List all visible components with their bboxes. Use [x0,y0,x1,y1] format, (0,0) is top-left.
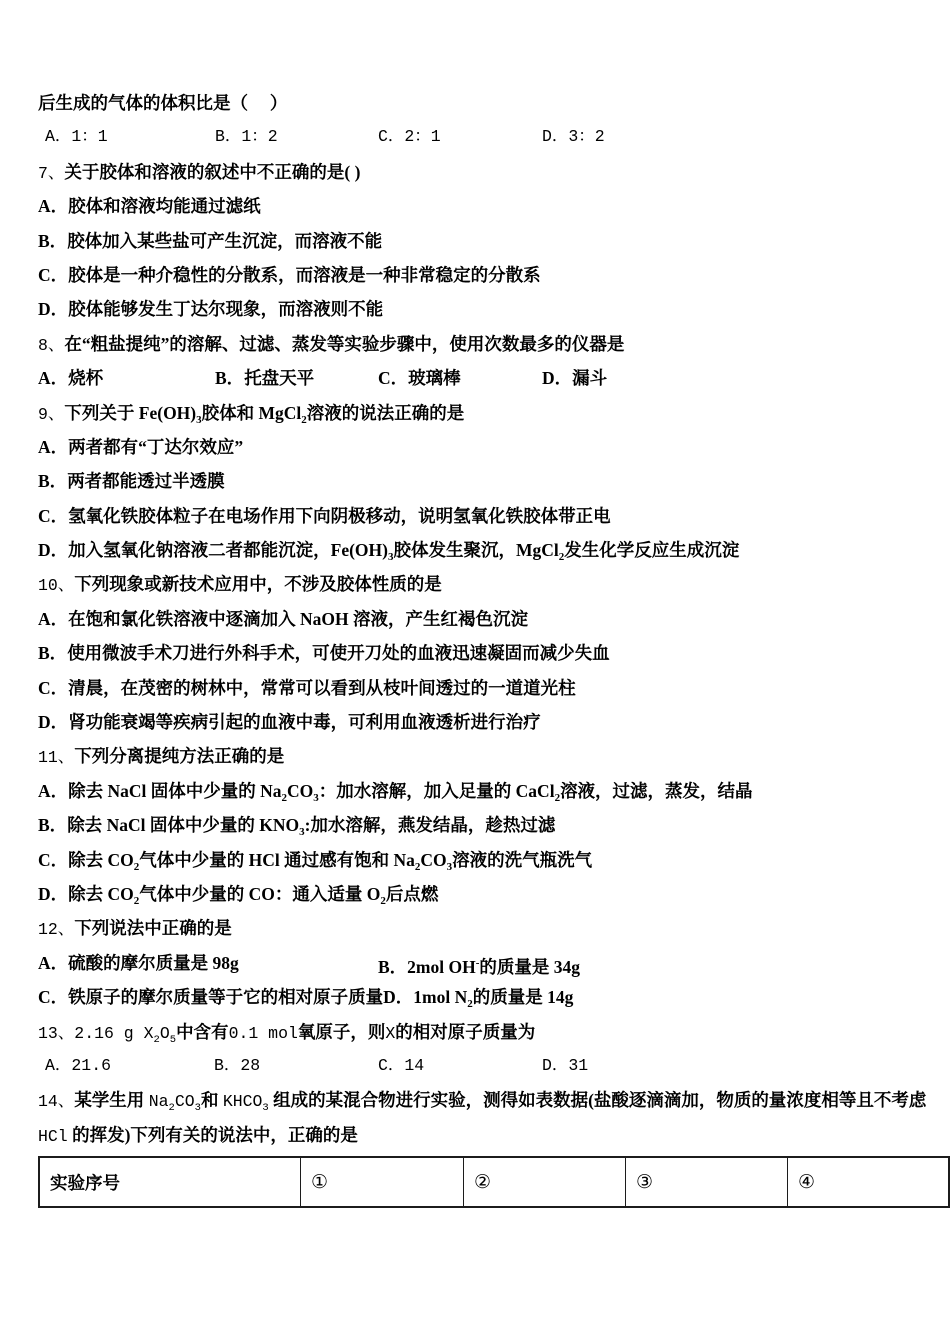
text-line [38,602,912,636]
text-segment: A．1：1 [45,127,108,147]
text-segment: 溶液，过滤，蒸发，结晶 [560,780,753,801]
text-segment: 14、 [38,1092,75,1112]
text-segment: A． [38,780,69,801]
text-line [38,533,912,567]
text-segment: C． [38,849,69,870]
text-segment: B． [38,815,68,836]
text-segment: 2 [467,998,473,1011]
text-segment: Na [148,1092,169,1112]
text-segment: D． [38,540,69,561]
text-line [38,980,912,1014]
text-segment: D．1mol N [383,987,468,1008]
text-segment: 固体中少量的 [145,815,260,836]
text-line [38,258,912,292]
text-segment: 2 [153,1033,160,1046]
text-segment: B． [38,471,68,492]
text-segment: C． [378,368,409,389]
text-segment: 后点燃 [385,883,439,904]
text-segment: C． [38,987,69,1008]
option-item [215,361,314,397]
text-segment: 肾功能衰竭等疾病引起的血液中毒，可利用血液透析进行治疗 [68,712,541,733]
text-segment: 14g [547,987,574,1008]
text-segment: 2 [414,860,421,873]
text-segment: 2 [554,791,561,804]
document-body [38,86,927,1152]
text-segment: 0.1 mol [228,1023,298,1043]
text-line [38,224,912,258]
text-segment: 两者都有“丁达尔效应” [68,436,244,457]
text-segment: 两者都能透过半透膜 [67,471,225,492]
text-segment: 的质量是 [479,956,554,977]
text-segment: 2 [133,860,140,873]
text-line [38,705,912,739]
text-segment: MgCl [258,402,302,423]
text-segment: A． [38,952,69,973]
text-segment: 某学生用 [74,1090,149,1111]
text-line [38,292,912,326]
option-item [378,1049,424,1083]
text-segment: 2 [380,894,386,907]
text-line [38,499,912,533]
option-item [45,1049,111,1083]
text-segment: A． [38,196,69,217]
text-line [38,843,912,877]
text-segment: 5 [169,1033,177,1046]
text-segment: D．31 [542,1055,589,1075]
text-segment: B．1：2 [215,127,278,147]
text-line [38,911,912,945]
text-segment: 11、 [38,748,75,768]
text-segment: 下列分离提纯方法正确的是 [74,746,285,767]
text-segment: D． [38,883,69,904]
text-segment: 98g [212,952,239,973]
text-segment: 3 [196,413,202,426]
text-segment: 加入氢氧化钠溶液二者都能沉淀， [68,540,331,561]
text-segment: 下列现象或新技术应用中，不涉及胶体性质的是 [74,574,442,595]
text-line [38,877,912,911]
text-segment: X [385,1023,396,1043]
text-segment: CO [174,1092,195,1112]
text-segment: 烧杯 [68,368,104,389]
text-segment: ：加水溶解，加入足量的 [318,780,516,801]
table-cell-experiment-3: ③ [626,1157,788,1207]
text-segment: B．28 [214,1055,261,1075]
text-segment: 的相对原子质量为 [395,1021,536,1042]
text-segment: Na [260,780,282,801]
text-line [38,120,912,154]
text-segment: 中含有 [176,1021,229,1042]
text-segment: 氢氧化铁胶体粒子在电场作用下向阴极移动，说明氢氧化铁胶体带正电 [68,505,611,526]
option-item [542,361,607,397]
text-segment: 2 [168,1102,175,1115]
text-segment: 气体中少量的 [139,849,249,870]
text-segment: C．2：1 [378,127,441,147]
text-line [38,189,912,223]
option-item [38,361,103,397]
text-segment: 下列说法中正确的是 [74,918,232,939]
text-segment: 胶体加入某些盐可产生沉淀，而溶液不能 [67,230,383,251]
text-segment: CO [107,849,134,870]
text-segment: 的质量是 [472,987,548,1008]
text-segment: 2 [133,894,140,907]
text-segment: Na [393,849,415,870]
text-segment: 关于胶体和溶液的叙述中不正确的是 [64,161,345,182]
text-segment: CO [420,849,447,870]
text-line [38,396,912,430]
option-item [38,946,239,982]
text-segment: 12、 [38,920,75,940]
text-segment: 3 [313,791,319,804]
text-segment: HCl [248,849,280,870]
text-segment: CO [248,883,275,904]
text-segment: 铁原子的摩尔质量等于它的相对原子质量 [68,987,384,1008]
text-segment: 加水溶解，燕发结晶，趁热过滤 [310,815,556,836]
text-line [38,1118,912,1152]
text-segment: 氧原子，则 [297,1021,386,1042]
text-segment: 除去 [68,780,108,801]
text-segment: 胶体发生聚沉， [393,540,516,561]
text-segment: 8、 [38,335,65,355]
text-segment: A． [38,368,69,389]
text-segment: 漏斗 [572,368,608,389]
text-segment: ( ) [344,161,361,182]
text-segment: D．3：2 [542,127,605,147]
text-line [38,774,912,808]
text-segment: 胶体和 [201,402,259,423]
text-segment: C． [38,505,69,526]
text-segment: 玻璃棒 [408,368,461,389]
text-segment: 胶体和溶液均能通过滤纸 [68,196,261,217]
text-line [38,361,912,395]
table-cell-label: 实验序号 [39,1157,301,1207]
text-segment: 和 [200,1090,223,1111]
text-line [38,1083,927,1117]
text-segment: NaCl [107,780,147,801]
text-segment: D． [38,712,69,733]
text-segment: 3 [262,1102,269,1115]
text-segment: 胶体是一种介稳性的分散系，而溶液是一种非常稳定的分散系 [68,264,541,285]
option-item [45,120,108,154]
text-segment: A． [38,608,69,629]
experiment-table-row [39,1157,949,1207]
text-segment: 34g [553,956,581,977]
text-segment: Fe(OH) [330,540,388,561]
experiment-table [38,1156,950,1208]
option-item [542,1049,588,1083]
text-segment: 溶液的说法正确的是 [306,402,465,423]
text-line [38,808,912,842]
text-line [38,155,912,189]
text-segment: 使用微波手术刀进行外科手术，可使开刀处的血液迅速凝固而减少失血 [67,643,610,664]
text-line [38,671,912,705]
text-segment: HCl [38,1126,68,1146]
text-segment: KHCO [222,1092,263,1112]
text-segment: 7、 [38,163,65,183]
text-segment: 溶液的洗气瓶洗气 [452,849,593,870]
text-line [38,567,912,601]
text-segment: A． [38,436,69,457]
text-segment: 3 [446,860,453,873]
table-cell-experiment-2: ② [464,1157,626,1207]
text-segment: C． [38,264,69,285]
text-segment: B． [215,368,245,389]
text-line [38,1049,912,1083]
text-line [38,739,912,773]
text-segment: B． [38,230,68,251]
text-line [38,1015,912,1049]
option-item [542,120,605,154]
text-segment: O [159,1023,170,1043]
text-segment: A．21.6 [45,1055,112,1075]
text-segment: C．14 [378,1055,425,1075]
text-segment: 通过感有饱和 [279,849,394,870]
text-segment: C． [38,677,69,698]
text-line [38,636,912,670]
text-segment: O [366,883,381,904]
text-segment: 组成的某混合物进行实验，测得如表数据(盐酸逐滴滴加，物质的量浓度相等且不考虑 [268,1090,927,1111]
text-segment: NaCl [106,815,146,836]
text-segment: 除去 [68,849,108,870]
text-segment: 13、2.16 g X [38,1023,154,1043]
text-segment: 胶体能够发生丁达尔现象，而溶液则不能 [68,299,384,320]
text-segment: 除去 [68,883,108,904]
text-segment: D． [542,368,573,389]
text-line [38,946,912,980]
option-item [215,120,278,154]
text-segment: 3 [194,1102,201,1115]
option-item [378,120,441,154]
text-segment: ：通入适量 [274,883,367,904]
text-segment: : [304,815,311,836]
text-line [38,327,912,361]
text-segment: 在“粗盐提纯”的溶解、过滤、蒸发等实验步骤中，使用次数最多的仪器是 [64,333,625,354]
text-segment: 下列关于 [64,402,139,423]
text-segment: 气体中少量的 [139,883,249,904]
text-segment: 除去 [67,815,107,836]
text-line [38,86,912,120]
option-item [378,361,461,397]
text-segment: CO [287,780,314,801]
text-segment: 清晨，在茂密的树林中，常常可以看到从枝叶间透过的一道道光柱 [68,677,576,698]
text-segment: 后生成的气体的体积比是（ ） [38,93,288,113]
text-segment: CaCl [515,780,555,801]
text-segment: 9、 [38,404,65,424]
text-segment: B． [38,643,68,664]
table-cell-experiment-1: ① [301,1157,464,1207]
text-segment: 的挥发)下列有关的说法中，正确的是 [67,1124,358,1145]
text-segment: - [475,956,480,969]
text-segment: 3 [387,551,394,564]
text-segment: 硫酸的摩尔质量是 [68,952,213,973]
text-segment: 溶液，产生红褐色沉淀 [348,608,529,629]
text-segment: MgCl [515,540,559,561]
text-segment: 2 [558,551,565,564]
text-line [38,430,912,464]
text-segment: KNO [259,815,300,836]
text-segment: 3 [299,826,305,839]
text-segment: D． [38,299,69,320]
text-segment: 2 [301,413,307,426]
text-segment: 发生化学反应生成沉淀 [564,540,740,561]
text-segment: 2 [281,791,288,804]
text-segment: Fe(OH) [138,402,197,423]
text-segment: CO [107,883,134,904]
option-item [214,1049,260,1083]
table-cell-experiment-4: ④ [788,1157,950,1207]
text-segment: NaOH [300,608,349,629]
text-line [38,464,912,498]
text-segment: 固体中少量的 [146,780,261,801]
text-segment: 10、 [38,576,75,596]
text-segment: B．2mol OH [378,956,476,977]
text-segment: 托盘天平 [244,368,315,389]
text-segment: 在饱和氯化铁溶液中逐滴加入 [68,608,301,629]
